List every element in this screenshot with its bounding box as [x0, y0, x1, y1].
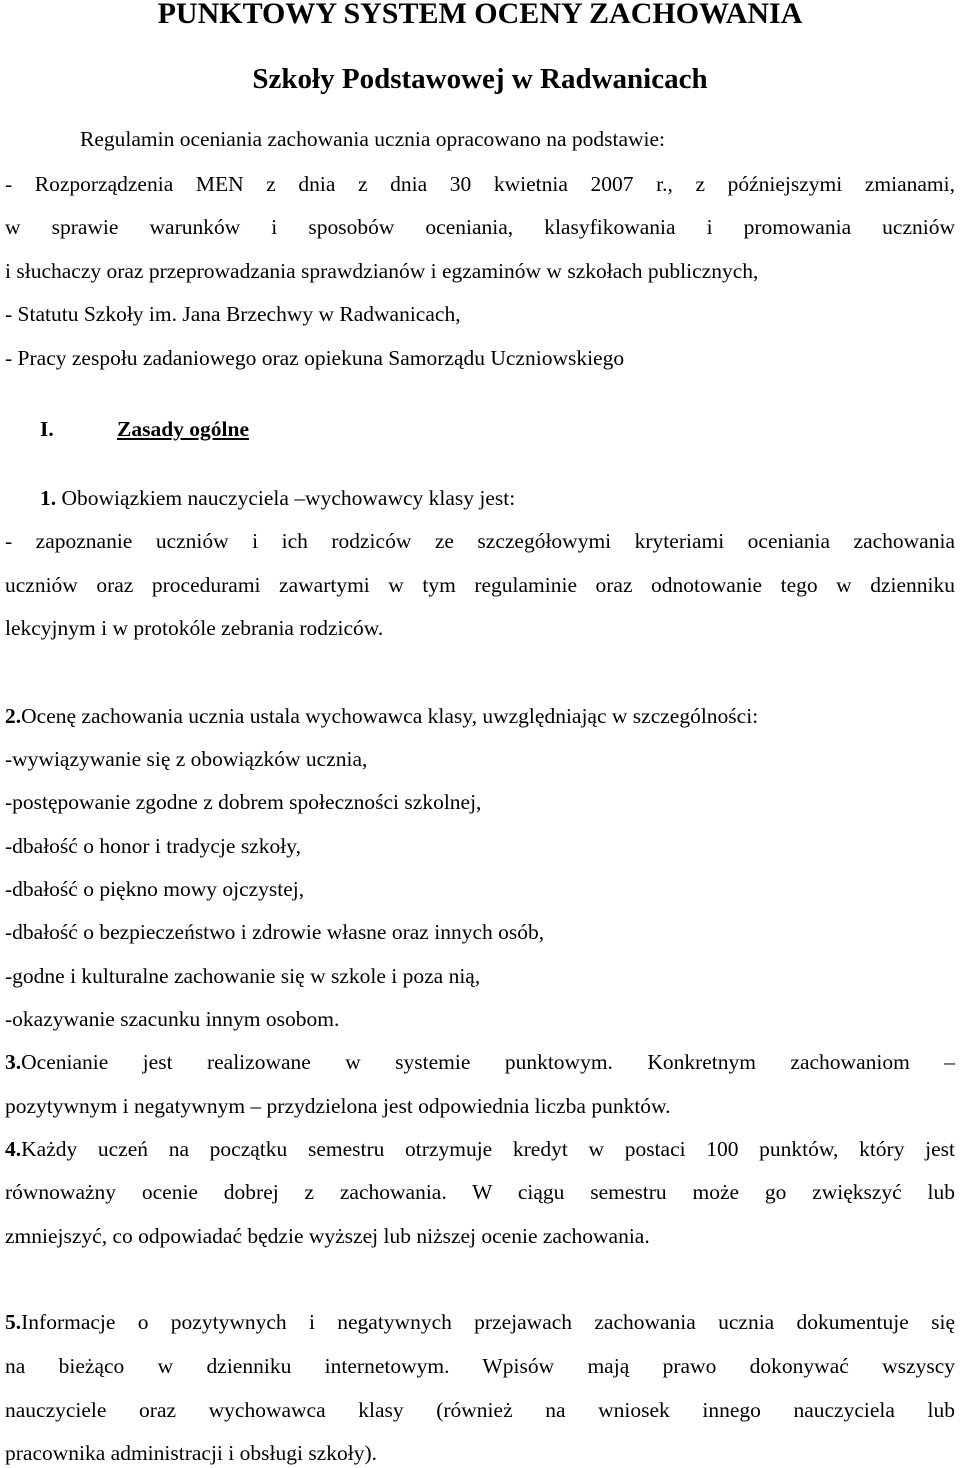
section-number: I. [40, 417, 54, 441]
rule-text: Każdy uczeń na początku semestru otrzymuje kredyt w postaci 100 punktów, który jest [21, 1137, 955, 1161]
intro-line: i słuchaczy oraz przeprowadzania sprawdzianów i egzaminów w szkołach publicznych, [5, 259, 759, 283]
rule-2-item: -wywiązywanie się z obowiązków ucznia, [5, 747, 368, 771]
rule-text: Obowiązkiem nauczyciela –wychowawcy klasy jest: [56, 486, 516, 510]
rule-number: 1. [40, 486, 57, 510]
rule-2-item: -godne i kulturalne zachowanie się w szkole i poza nią, [5, 964, 481, 988]
rule-1-line: - zapoznanie uczniów i ich rodziców ze szczegółowymi kryteriami oceniania zachowania [5, 529, 955, 553]
rule-2-item: -dbałość o bezpieczeństwo i zdrowie własne oraz innych osób, [5, 920, 545, 944]
rule-1-line: lekcyjnym i w protokóle zebrania rodziców. [5, 616, 384, 640]
rule-2-item: -dbałość o honor i tradycje szkoły, [5, 834, 301, 858]
intro-line: - Pracy zespołu zadaniowego oraz opiekuna Samorządu Uczniowskiego [5, 346, 625, 370]
rule-4-line: zmniejszyć, co odpowiadać będzie wyższej lub niższej ocenie zachowania. [5, 1224, 650, 1248]
intro-line: - Rozporządzenia MEN z dnia z dnia 30 kwietnia 2007 r., z późniejszymi zmianami, [5, 172, 955, 196]
rule-2-item: -postępowanie zgodne z dobrem społeczności szkolnej, [5, 790, 482, 814]
intro-lead: Regulamin oceniania zachowania ucznia opracowano na podstawie: [80, 127, 666, 151]
rule-2-heading [5, 702, 758, 730]
rule-number: 4. [5, 1137, 22, 1161]
intro-line: - Statutu Szkoły im. Jana Brzechwy w Radwanicach, [5, 302, 461, 326]
rule-3-line: pozytywnym i negatywnym – przydzielona jest odpowiednia liczba punktów. [5, 1094, 671, 1118]
rule-1-line: uczniów oraz procedurami zawartymi w tym regulaminie oraz odnotowanie tego w dzienniku [5, 573, 955, 597]
rule-2-item: -dbałość o piękno mowy ojczystej, [5, 877, 305, 901]
rule-text: Ocenę zachowania ucznia ustala wychowawca klasy, uwzględniając w szczególności: [21, 704, 759, 728]
rule-text: Informacje o pozytywnych i negatywnych przejawach zachowania ucznia dokumentuje się [21, 1310, 955, 1334]
rule-3-line [5, 1048, 955, 1076]
rule-5-line: pracownika administracji i obsługi szkoły). [5, 1441, 377, 1465]
intro-line: w sprawie warunków i sposobów oceniania, klasyfikowania i promowania uczniów [5, 215, 955, 239]
section-title: Zasady ogólne [117, 417, 250, 441]
rule-5-line [5, 1308, 955, 1336]
rule-4-line: równoważny ocenie dobrej z zachowania. W ciągu semestru może go zwiększyć lub [5, 1180, 955, 1204]
rule-5-line: na bieżąco w dzienniku internetowym. Wpisów mają prawo dokonywać wszyscy [5, 1354, 955, 1378]
rule-2-item: -okazywanie szacunku innym osobom. [5, 1007, 340, 1031]
rule-number: 3. [5, 1050, 22, 1074]
rule-text: Ocenianie jest realizowane w systemie punktowym. Konkretnym zachowaniom – [21, 1050, 955, 1074]
document-title: PUNKTOWY SYSTEM OCENY ZACHOWANIA [157, 0, 803, 30]
rule-1-heading [40, 484, 515, 512]
rule-number: 5. [5, 1310, 22, 1334]
rule-4-line [5, 1135, 955, 1163]
rule-number: 2. [5, 704, 22, 728]
rule-5-line: nauczyciele oraz wychowawca klasy (również na wniosek innego nauczyciela lub [5, 1398, 955, 1422]
document-subtitle: Szkoły Podstawowej w Radwanicach [252, 63, 708, 95]
